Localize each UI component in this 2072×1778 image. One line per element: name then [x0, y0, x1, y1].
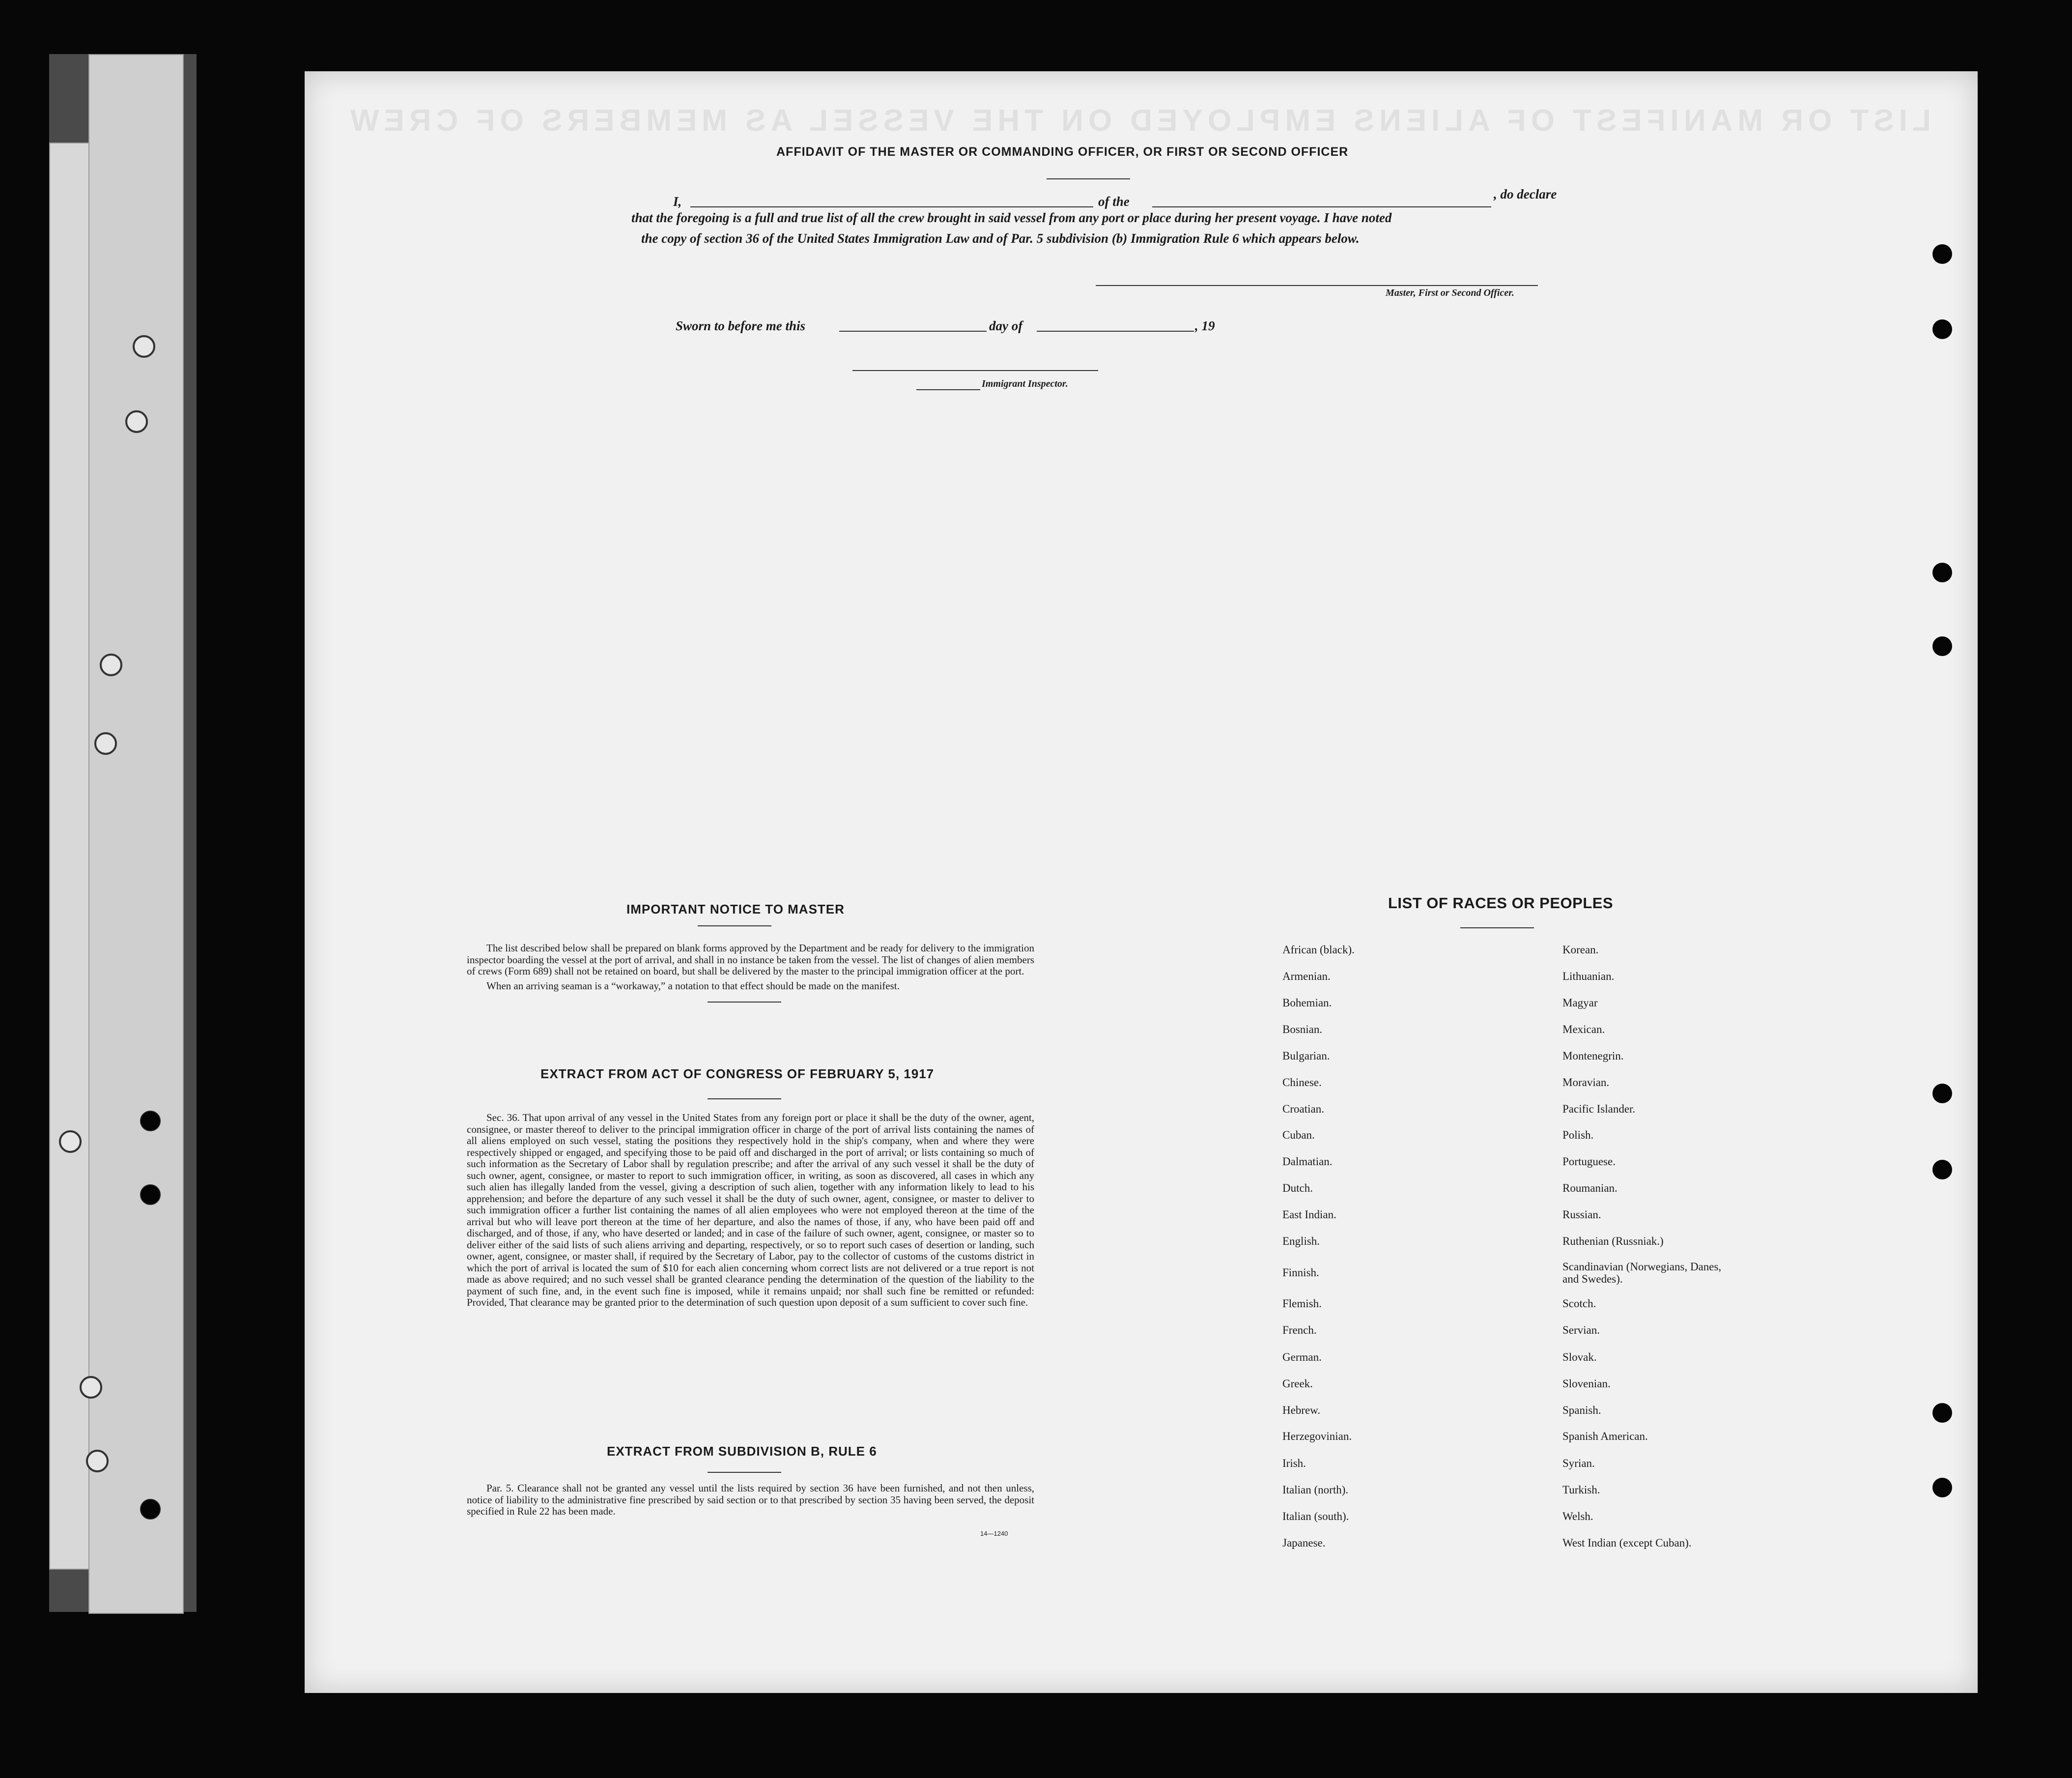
race-right-entry: Scandinavian (Norwegians, Danes, and Swedes). [1562, 1261, 1722, 1285]
race-left-entry: Greek. [1282, 1377, 1313, 1390]
race-left-entry: Japanese. [1282, 1537, 1326, 1549]
sworn-day-of-label: day of [989, 318, 1023, 333]
notice-title: IMPORTANT NOTICE TO MASTER [626, 902, 845, 917]
race-right-entry: Magyar [1562, 997, 1598, 1009]
punch-hole [1932, 1478, 1952, 1497]
race-left-entry: Bosnian. [1282, 1023, 1323, 1035]
sworn-month-field[interactable] [1037, 331, 1194, 332]
race-left-entry: French. [1282, 1324, 1317, 1336]
affidavit-declare-label: , do declare [1494, 187, 1557, 201]
race-left-entry: Hebrew. [1282, 1404, 1321, 1416]
notice-body [467, 943, 1034, 995]
race-right-entry: Mexican. [1562, 1023, 1605, 1035]
binder-hole [125, 410, 148, 433]
race-right-entry: Russian. [1562, 1208, 1601, 1221]
manifest-page [305, 71, 1978, 1693]
race-right-entry: Spanish. [1562, 1404, 1601, 1416]
rule-divider [708, 1472, 781, 1473]
race-right-entry: Montenegrin. [1562, 1050, 1624, 1062]
punch-hole [1932, 1084, 1952, 1103]
race-left-entry: Dalmatian. [1282, 1155, 1333, 1168]
officer-signature-field[interactable] [1096, 285, 1538, 286]
race-right-entry: Servian. [1562, 1324, 1600, 1336]
race-left-entry: Herzegovinian. [1282, 1430, 1352, 1442]
punch-hole [1932, 563, 1952, 582]
affidavit-line-3: the copy of section 36 of the United States Immigration Law and of Par. 5 subdivision (b) Immigration Rule 6 which appears below. [641, 231, 1360, 246]
race-left-entry: African (black). [1282, 944, 1355, 956]
sworn-label: Sworn to before me this [676, 318, 806, 333]
race-left-entry: German. [1282, 1351, 1322, 1363]
affidavit-of-the-label: of the [1098, 194, 1130, 209]
sworn-day-field[interactable] [839, 331, 987, 332]
punch-hole [1932, 636, 1952, 656]
rule-extract-body [467, 1483, 1034, 1520]
rule-extract-title: EXTRACT FROM SUBDIVISION B, RULE 6 [607, 1444, 877, 1459]
race-right-entry: Scotch. [1562, 1297, 1596, 1310]
race-left-entry: Finnish. [1282, 1266, 1319, 1279]
race-right-entry: Syrian. [1562, 1457, 1595, 1469]
race-left-entry: English. [1282, 1235, 1320, 1247]
affidavit-line-2: that the foregoing is a full and true list of all the crew brought in said vessel from any port or place during her present voyage. I have noted [631, 210, 1392, 225]
race-left-entry: Italian (north). [1282, 1484, 1349, 1496]
race-left-entry: Flemish. [1282, 1297, 1322, 1310]
binder-hole [140, 1499, 161, 1520]
race-left-entry: Cuban. [1282, 1129, 1315, 1141]
race-right-entry: Portuguese. [1562, 1155, 1616, 1168]
act-extract-title: EXTRACT FROM ACT OF CONGRESS OF FEBRUARY 5, 1917 [540, 1066, 935, 1081]
binder-hole [94, 732, 117, 755]
race-left-entry: Croatian. [1282, 1103, 1324, 1115]
race-left-entry: Chinese. [1282, 1076, 1322, 1089]
race-right-entry: Slovenian. [1562, 1377, 1611, 1390]
punch-hole [1932, 1160, 1952, 1179]
binder-hole [140, 1184, 161, 1205]
race-right-entry: West Indian (except Cuban). [1562, 1537, 1692, 1549]
vessel-name-field[interactable] [1152, 206, 1491, 207]
notice-end-divider [708, 1002, 781, 1003]
affidavit-i-label: I, [673, 194, 682, 209]
races-title: LIST OF RACES OR PEOPLES [1388, 894, 1614, 912]
race-right-entry: Roumanian. [1562, 1182, 1618, 1194]
race-right-entry: Turkish. [1562, 1484, 1600, 1496]
race-right-entry: Lithuanian. [1562, 970, 1615, 982]
binder-strip [49, 54, 197, 1612]
race-left-entry: Armenian. [1282, 970, 1331, 982]
binder-hole [59, 1130, 82, 1153]
act-extract-body [467, 1112, 1034, 1312]
act-section-36: Sec. 36. That upon arrival of any vessel in the United States from any foreign port or place it shall be the duty of the owner, agent, consignee, or master thereof to deliver to the principal immigration officer in charge of the port of arrival lists containing the names of all aliens employed on such vessel, stating the positions they respectively hold in the ship's company, when and where they were respectively shipped or engaged, and specifying those to be paid off and discharged in the port of arrival; or lists containing so much of such information as the Secretary of Labor shall by regulation prescribe; and after the arrival of any such vessel it shall be the duty of such owner, agent, consignee, or master to report to such immigration officer, in writing, as soon as discovered, all cases in which any such alien has illegally landed from the vessel, giving a description of such alien, together with any information likely to lead to his apprehension; and before the departure of any such vessel it shall be the duty of such owner, agent, consignee, or master to deliver to such immigration officer a further list containing the names of all alien employees who were not employed thereon at the time of the arrival but who will leave port thereon at the time of her departure, and also the names of those, if any, who have been paid off and discharged, and of those, if any, who have deserted or landed; and in case of the failure of such owner, agent, consignee, or master so to deliver either of the said lists of such aliens arriving and departing, respectively, or so to report such cases of desertion or landing, such owner, agent, consignee, or master shall, if required by the Secretary of Labor, pay to the collector of customs of the customs district in which the port of arrival is located the sum of $10 for each alien concerning whom correct lists are not delivered or a true report is not made as above required; and no such vessel shall be granted clearance pending the determination of the question of the liability to the payment of such fine, and, in the event such fine is imposed, while it remains unpaid; nor shall such fine be remitted or refunded: Provided, That clearance may be granted prior to the determination of such question upon deposit of a sum sufficient to cover such fine. [467, 1112, 1034, 1308]
race-right-entry: Moravian. [1562, 1076, 1610, 1089]
title-divider [1047, 178, 1130, 179]
signature-caption: Master, First or Second Officer. [1386, 287, 1514, 298]
notice-paragraph-2: When an arriving seaman is a “workaway,” a notation to that effect should be made on the manifest. [486, 979, 900, 992]
notice-paragraph-1: The list described below shall be prepared on blank forms approved by the Department and be ready for delivery to the immigration inspector boarding the vessel at the port of arrival, and shall in no instance be taken from the vessel. The list of changes of alien members of crews (Form 689) shall not be retained on board, but shall be delivered by the master to the principal immigration officer at the port. [467, 942, 1034, 977]
binder-hole [80, 1376, 102, 1399]
notice-divider [698, 925, 771, 926]
race-right-entry: Korean. [1562, 944, 1599, 956]
form-number: 14—1240 [980, 1530, 1008, 1537]
binder-hole [133, 335, 155, 358]
binder-hole [86, 1450, 109, 1472]
punch-hole [1932, 244, 1952, 264]
inspector-signature-field[interactable] [852, 370, 1098, 371]
race-left-entry: Bohemian. [1282, 997, 1332, 1009]
bleed-through-text: LIST OR MANIFEST OF ALIENS EMPLOYED ON THE VESSEL AS MEMBERS OF CREW [345, 104, 1931, 138]
race-left-entry: Dutch. [1282, 1182, 1313, 1194]
act-divider [708, 1098, 781, 1099]
race-right-entry: Polish. [1562, 1129, 1594, 1141]
race-left-entry: East Indian. [1282, 1208, 1336, 1221]
race-right-entry: Welsh. [1562, 1510, 1593, 1522]
race-right-entry: Slovak. [1562, 1351, 1597, 1363]
sworn-year-label: , 19 [1195, 318, 1215, 333]
affidavit-title: AFFIDAVIT OF THE MASTER OR COMMANDING OFFICER, OR FIRST OR SECOND OFFICER [776, 145, 1349, 159]
race-left-entry: Bulgarian. [1282, 1050, 1330, 1062]
race-left-entry: Italian (south). [1282, 1510, 1349, 1522]
punch-hole [1932, 1403, 1952, 1423]
race-right-entry: Pacific Islander. [1562, 1103, 1636, 1115]
race-right-entry: Ruthenian (Russniak.) [1562, 1235, 1664, 1247]
rule-par-5: Par. 5. Clearance shall not be granted any vessel until the lists required by section 36 have been furnished, and not then unless, notice of liability to the administrative fine prescribed by said section or to that prescribed by section 35 having been served, the deposit specified in Rule 22 has been made. [467, 1482, 1034, 1517]
race-left-entry: Irish. [1282, 1457, 1306, 1469]
master-name-field[interactable] [690, 206, 1093, 207]
inspector-dash [916, 389, 980, 390]
race-right-entry: Spanish American. [1562, 1430, 1648, 1442]
binder-sheet [88, 54, 184, 1614]
binder-hole [100, 654, 122, 676]
races-divider [1460, 927, 1534, 928]
inspector-caption: Immigrant Inspector. [982, 378, 1068, 389]
binder-hole [140, 1111, 161, 1131]
punch-hole [1932, 319, 1952, 339]
